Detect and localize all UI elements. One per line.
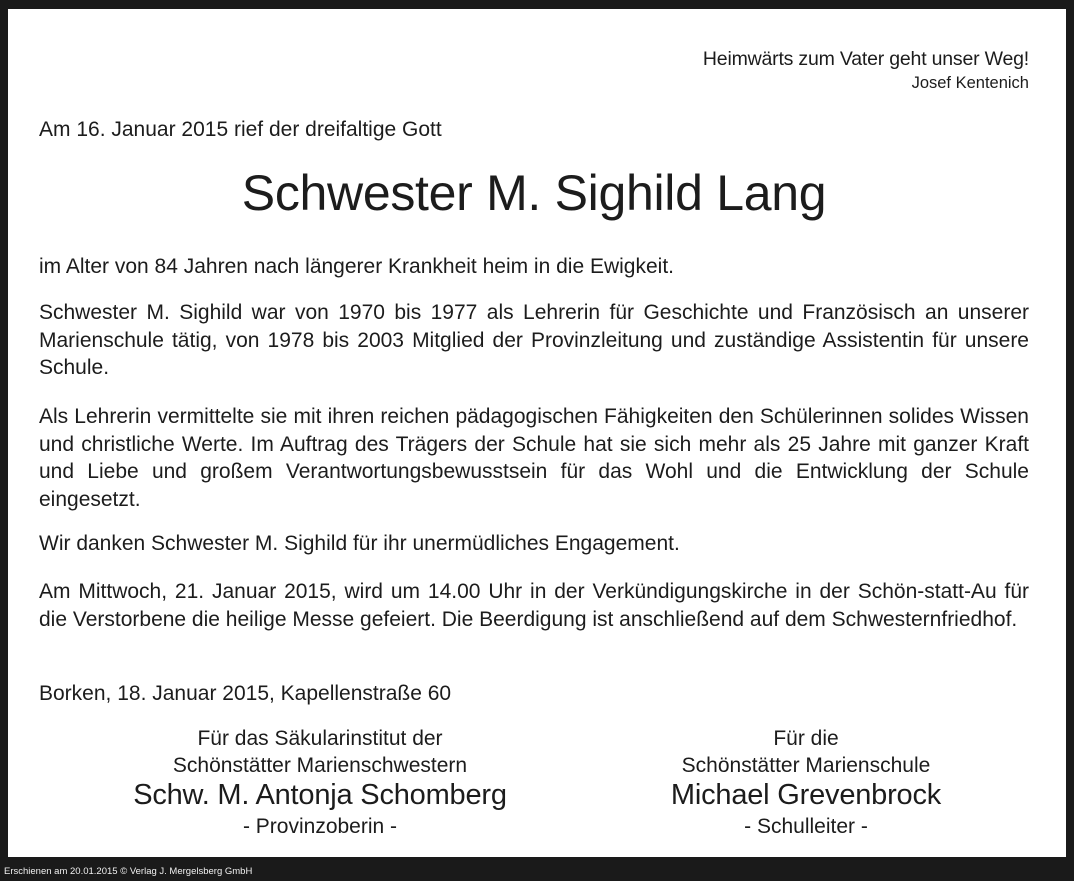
signature-role: - Schulleiter - [744,815,868,838]
signature-school [606,725,1006,842]
intro-line: Am 16. Januar 2015 rief der dreifaltige Gott [39,118,442,141]
age-paragraph: im Alter von 84 Jahren nach längerer Krankheit heim in die Ewigkeit. [39,255,675,278]
place-date: Borken, 18. Januar 2015, Kapellenstraße 60 [39,682,452,705]
signature-line: Schönstätter Marienschwestern [172,754,468,777]
teaching-paragraph: Als Lehrerin vermittelte sie mit ihren reichen pädagogischen Fähigkeiten den Schülerinnen solides Wissen und christliche Werte. Im Auftrag des Trägers der Schule hat sie sich mehr als 25 Jahre mit ganzer Kraft und Liebe und großem Verantwortungsbewusstsein für das Wohl und die Entwicklung der Schule eingesetzt. [39,405,1029,511]
motto [703,47,1029,94]
signature-line: Schönstätter Marienschule [681,754,931,777]
signature-line: Für das Säkularinstitut der [197,727,443,750]
career-paragraph: Schwester M. Sighild war von 1970 bis 1977 als Lehrerin für Geschichte und Französisch an unserer Marienschule tätig, von 1978 bis 2003 Mitglied der Provinzleitung und zuständige Assistentin für unsere Schule. [39,301,1029,379]
obituary-notice [8,9,1066,857]
motto-quote: Heimwärts zum Vater geht unser Weg! [702,48,1029,70]
signature-name: Michael Grevenbrock [670,779,942,811]
thanks-paragraph: Wir danken Schwester M. Sighild für ihr unermüdliches Engagement. [39,532,680,555]
publication-footer: Erschienen am 20.01.2015 © Verlag J. Mergelsberg GmbH [4,866,253,877]
signature-role: - Provinzoberin - [242,815,398,838]
signature-institute [100,725,540,842]
motto-author: Josef Kentenich [911,74,1029,92]
signature-line: Für die [773,727,839,750]
signature-name: Schw. M. Antonja Schomberg [133,779,507,811]
deceased-name: Schwester M. Sighild Lang [241,165,827,221]
service-paragraph: Am Mittwoch, 21. Januar 2015, wird um 14.00 Uhr in der Verkündigungskirche in der Schön-statt-Au für die Verstorbene die heilige Messe gefeiert. Die Beerdigung ist anschließend auf dem Schwesternfriedhof. [39,580,1029,631]
